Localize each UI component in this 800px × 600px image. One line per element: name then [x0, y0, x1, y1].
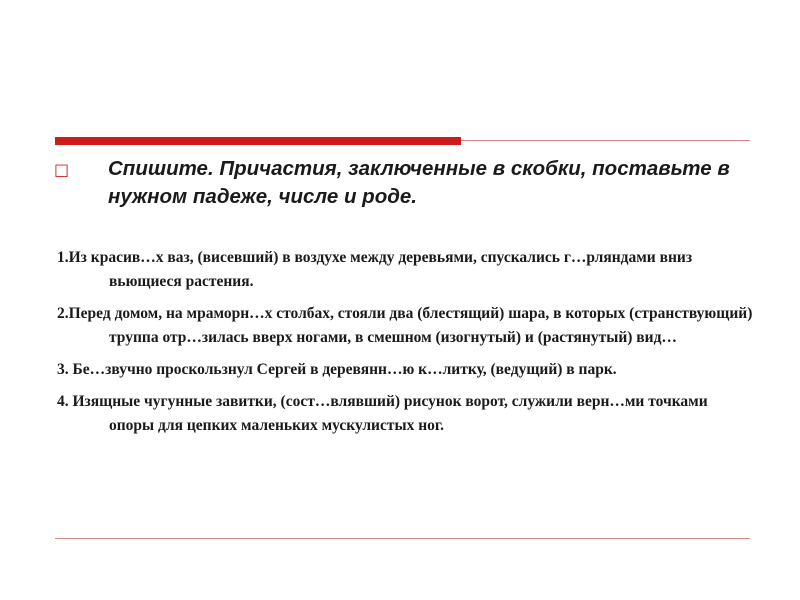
top-divider-thick [55, 137, 461, 145]
exercise-item-2: 2.Перед домом, на мраморн…х столбах, стояли два (блестящий) шара, в которых (странствующий) труппа отр…зилась вверх ногами, в смешном (изогнутый) и (растянутый) вид… [57, 305, 753, 346]
exercise-item-1: 1.Из красив…х ваз, (висевший) в воздухе между деревьями, спускались г…рляндами вниз вьющиеся растения. [57, 249, 693, 290]
top-divider-thin [461, 140, 750, 141]
exercise-item-3: 3. Бе…звучно проскользнул Сергей в деревянн…ю к…литку, (ведущий) в парк. [57, 361, 617, 378]
hollow-square-bullet-icon: □ [54, 160, 70, 179]
exercise-item-4: 4. Изящные чугунные завитки, (сост…влявший) рисунок ворот, служили верн…ми точками опоры для цепких маленьких мускулистых ног. [57, 393, 708, 434]
bottom-divider [55, 538, 750, 539]
exercise-list [57, 246, 753, 446]
slide-heading: Спишите. Причастия, заключенные в скобки, поставьте в нужном падеже, числе и роде. [108, 157, 730, 208]
